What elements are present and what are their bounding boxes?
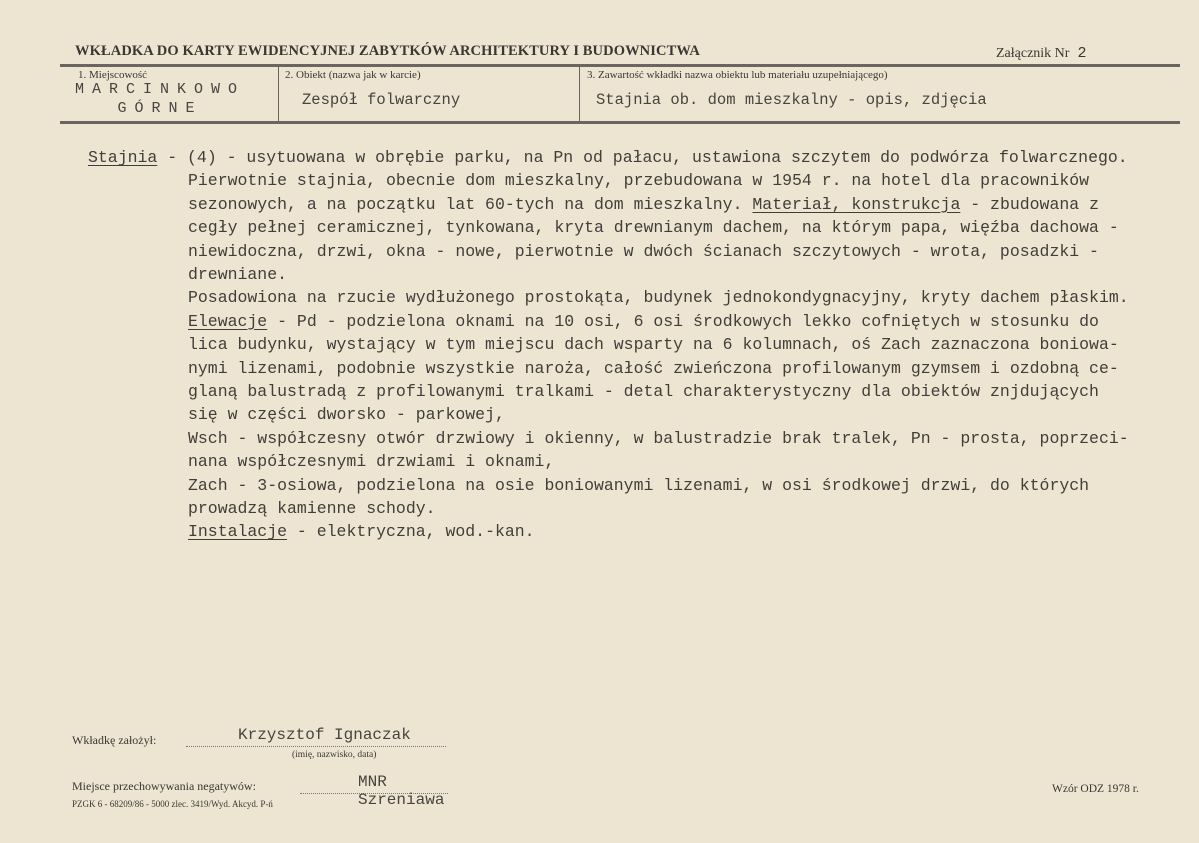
text-line: [188, 452, 554, 471]
text-line: [188, 429, 1129, 448]
text-segment: Posadowiona na rzucie wydłużonego prostokąta, budynek jednokondygnacyjny, kryty dachem płaskim.: [188, 288, 1129, 308]
author-field: [186, 724, 446, 747]
text-line: [188, 335, 1119, 354]
text-line: [88, 148, 1128, 167]
text-line: [188, 405, 505, 424]
section-heading: Instalacje: [188, 522, 288, 542]
attachment-number: [996, 45, 1086, 62]
negatives-field: [300, 771, 448, 809]
place-value: [60, 80, 260, 118]
author-label: Wkładkę założył:: [72, 733, 157, 747]
text-segment: niewidoczna, drzwi, okna - nowe, pierwotnie w dwóch ścianach szczytowych - wrota, posadzki -: [188, 241, 1099, 261]
template-version: Wzór ODZ 1978 r.: [1052, 783, 1139, 795]
text-segment: Wsch - współczesny otwór drzwiowy i okienny, w balustradzie brak tralek, Pn - prosta, poprzeci-: [188, 428, 1129, 448]
text-segment: - zbudowana z: [960, 194, 1099, 214]
document-title: WKŁADKA DO KARTY EWIDENCYJNEJ ZABYTKÓW ARCHITEKTURY I BUDOWNICTWA: [75, 43, 700, 59]
text-segment: nana współczesnymi drzwiami i oknami,: [188, 452, 555, 472]
text-segment: - elektryczna, wod.-kan.: [287, 522, 535, 542]
text-segment: prowadzą kamienne schody.: [188, 499, 436, 518]
text-segment: Pierwotnie stajnia, obecnie dom mieszkalny, przebudowana w 1954 r. na hotel dla pracowników: [188, 171, 1090, 191]
content-label: 3. Zawartość wkładki nazwa obiektu lub materiału uzupełniającego): [587, 69, 888, 81]
text-line: [188, 312, 1099, 331]
text-segment: lica budynku, wystający w tym miejscu dach wsparty na 6 kolumnach, oś Zach zaznaczona boniowa-: [188, 335, 1119, 355]
text-line: [188, 171, 1089, 190]
content-value: Stajnia ob. dom mieszkalny - opis, zdjęcia: [596, 91, 987, 109]
section-heading: Materiał, konstrukcja: [752, 194, 961, 214]
text-line: [188, 218, 1119, 237]
author-value: Krzysztof Ignaczak: [238, 726, 411, 744]
column-divider: [278, 67, 279, 122]
text-line: [188, 476, 1089, 495]
text-line: [188, 265, 287, 284]
text-line: [188, 359, 1119, 378]
object-value: Zespół folwarczny: [302, 91, 461, 109]
author-hint: (imię, nazwisko, data): [292, 750, 377, 760]
text-segment: - Pd - podzielona oknami na 10 osi, 6 osi środkowych lekko cofniętych w stosunku do: [267, 311, 1099, 331]
header-bottom-rule: [60, 121, 1180, 124]
text-line: [188, 195, 1099, 214]
column-divider: [579, 67, 580, 122]
place-label: 1. Miejscowość: [78, 69, 148, 81]
text-segment: - (4) - usytuowana w obrębie parku, na Pn od pałacu, ustawiona szczytem do podwórza folwarcznego.: [157, 148, 1128, 167]
object-label: 2. Obiekt (nazwa jak w karcie): [285, 69, 421, 81]
attachment-label: Załącznik Nr: [996, 46, 1070, 61]
print-info: PZGK 6 - 68209/86 - 5000 zlec. 3419/Wyd. Akcyd. P-ń: [72, 799, 273, 809]
text-line: [188, 499, 436, 518]
place-line-2: GÓRNE: [117, 100, 203, 117]
text-segment: nymi lizenami, podobnie wszystkie naroża, całość zwieńczona profilowanym gzymsem i ozdobną ce-: [188, 358, 1119, 378]
section-heading: Elewacje: [188, 311, 268, 331]
place-line-1: MARCINKOWO: [74, 81, 245, 98]
text-line: [188, 522, 535, 541]
text-segment: glaną balustradą z profilowanymi tralkami - detal charakterystyczny dla obiektów znjdujących: [188, 382, 1099, 401]
text-segment: drewniane.: [188, 265, 288, 284]
text-line: [188, 382, 1099, 401]
section-heading: Stajnia: [88, 148, 158, 167]
attachment-value: 2: [1077, 45, 1087, 62]
text-segment: cegły pełnej ceramicznej, tynkowana, kryta drewnianym dachem, na którym papa, więźba dachowa -: [188, 218, 1119, 238]
text-line: [188, 242, 1099, 261]
text-segment: się w części dworsko - parkowej,: [188, 405, 505, 425]
text-line: [188, 288, 1129, 307]
text-segment: Zach - 3-osiowa, podzielona na osie boniowanymi lizenami, w osi środkowej drzwi, do których: [188, 475, 1090, 495]
text-segment: sezonowych, a na początku lat 60-tych na dom mieszkalny.: [188, 194, 753, 214]
header-top-rule: [60, 64, 1180, 67]
negatives-value: MNR Szreniawa: [358, 773, 445, 809]
negatives-label: Miejsce przechowywania negatywów:: [72, 779, 256, 793]
